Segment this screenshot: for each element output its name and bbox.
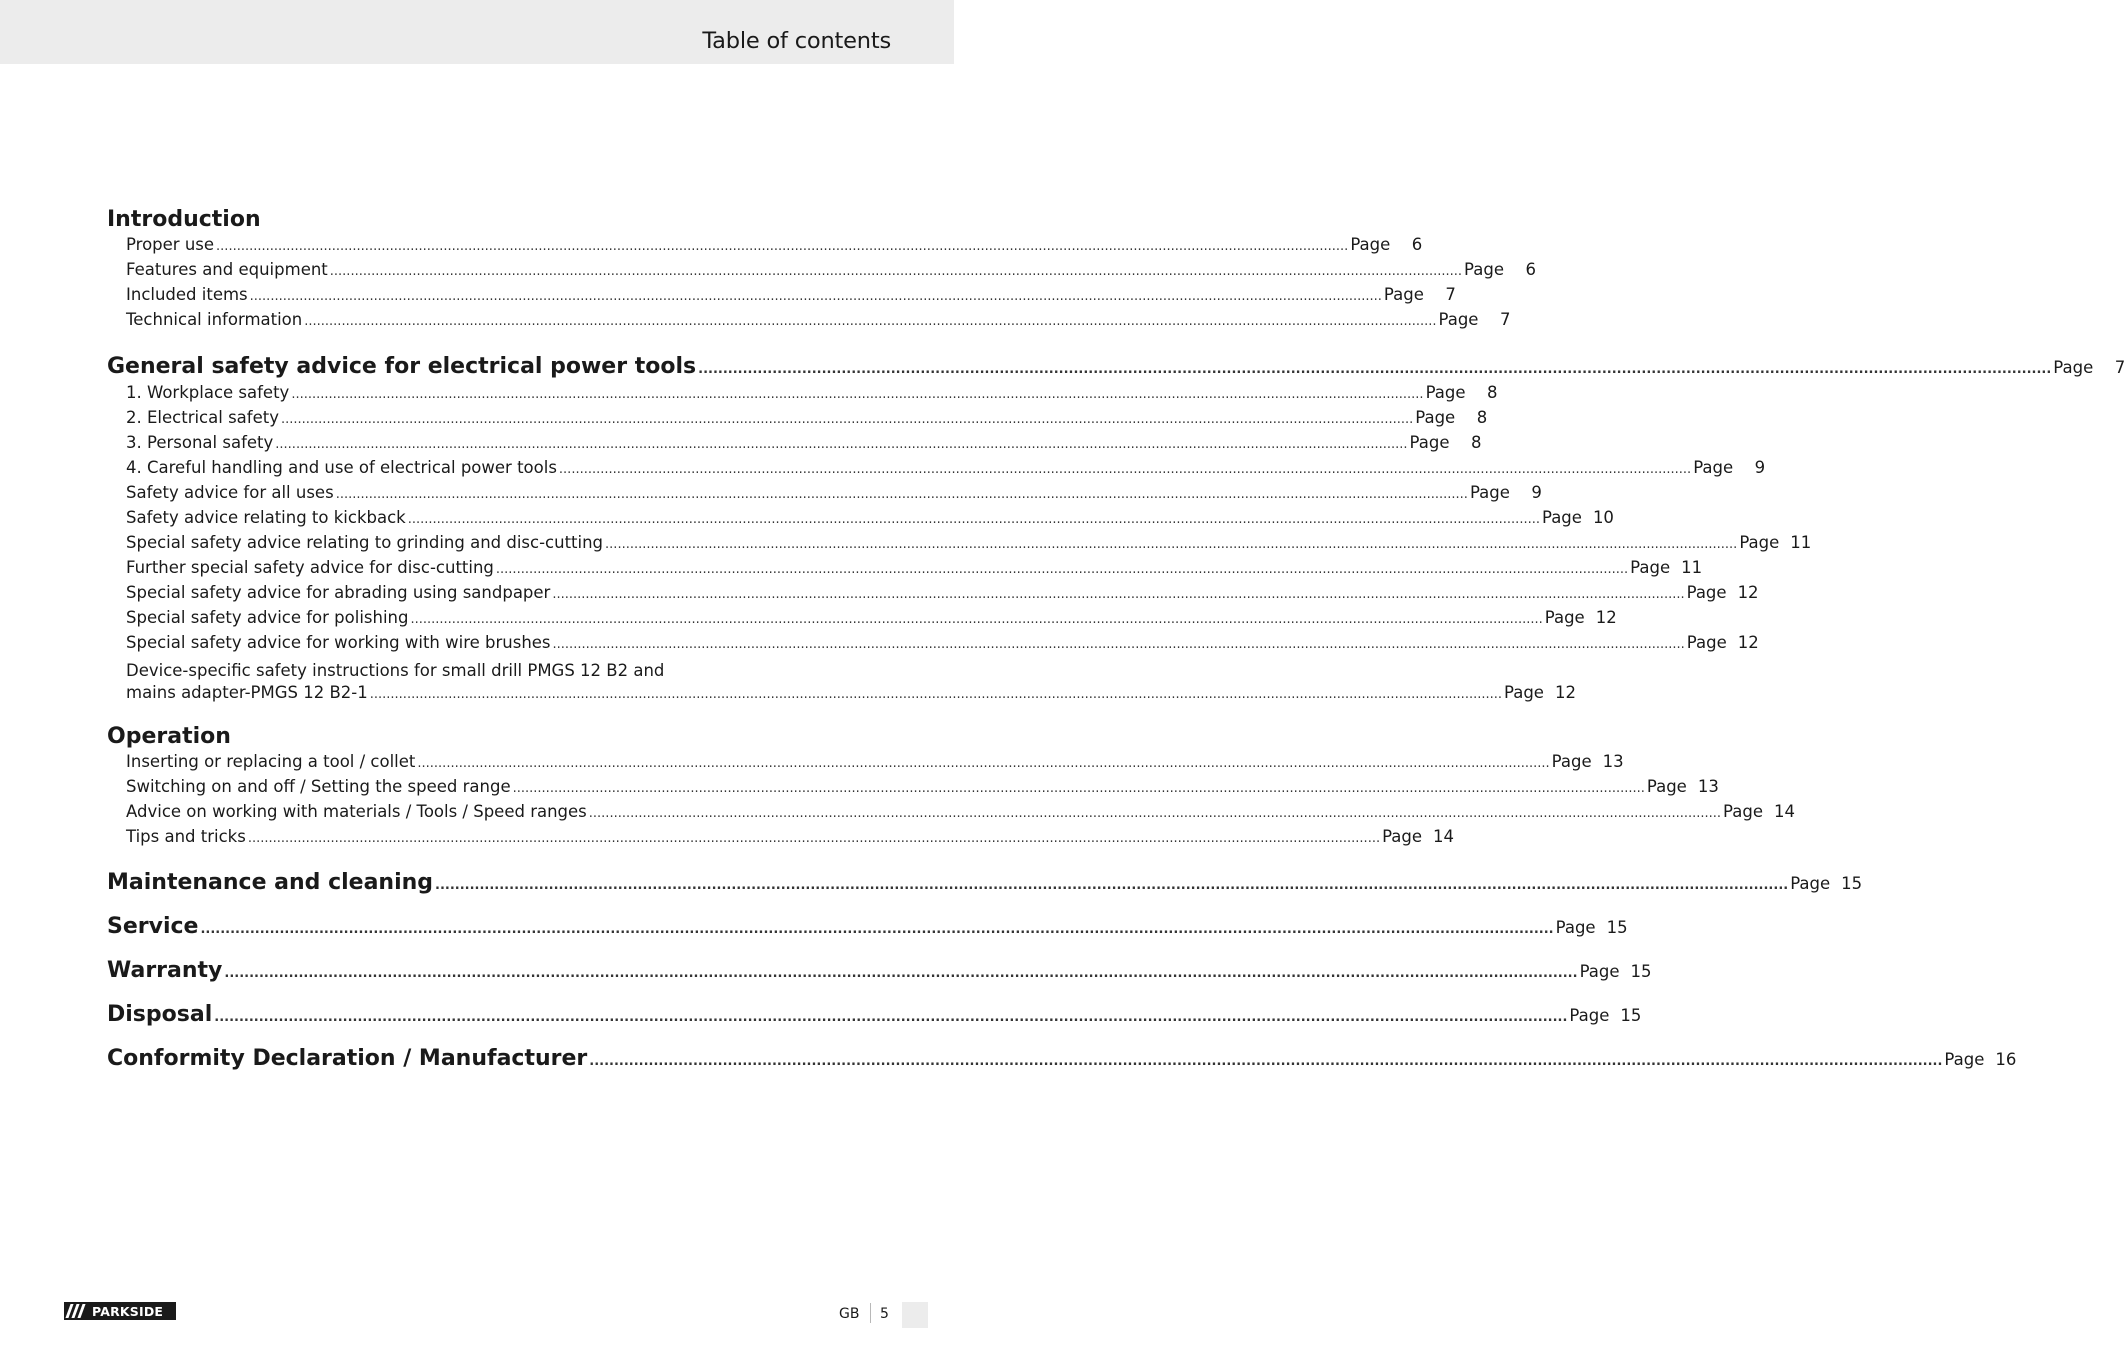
page-label: Page (1425, 383, 1466, 402)
toc-heading-page (1569, 999, 1641, 1033)
toc-entry-title: Further special safety advice for disc-cutting (126, 558, 494, 577)
toc-entry-title: 3. Personal safety (126, 433, 274, 452)
toc-entry-page (1739, 533, 1811, 552)
toc-entry-row[interactable] (107, 458, 1766, 483)
toc-heading-title: Maintenance and cleaning (107, 870, 434, 895)
toc-entry-title: Special safety advice for working with wire brushes (126, 633, 551, 652)
page-number-value: 12 (1595, 608, 1617, 627)
toc-entry-row[interactable] (107, 433, 1482, 458)
toc-entry-row[interactable] (107, 408, 1488, 433)
toc-entry-title: Safety advice relating to kickback (126, 508, 406, 527)
page-number-value: 7 (1445, 285, 1456, 304)
toc-entry-title: Special safety advice for abrading using sandpaper (126, 583, 551, 602)
page-number-value: 12 (1737, 583, 1759, 602)
dot-leader: .................................................................................................................................................................................................................................................................................. (552, 587, 1685, 602)
page-label: Page (1723, 802, 1763, 821)
page-number-value: 14 (1433, 827, 1455, 846)
page-number-value: 14 (1774, 802, 1795, 821)
toc-entry-row[interactable] (107, 683, 1576, 708)
page-number-value: 8 (1487, 383, 1498, 402)
dot-leader: .................................................................................................................................................................................................................................................................................. (435, 878, 1789, 893)
page-label: Page (1469, 483, 1510, 502)
toc-heading-title: Warranty (107, 958, 223, 983)
dot-leader: .................................................................................................................................................................................................................................................................................. (512, 781, 1645, 796)
page-number-value: 10 (1592, 508, 1614, 527)
toc-heading-row[interactable] (107, 910, 1628, 944)
page-label: Page (1686, 633, 1727, 652)
dot-leader: .................................................................................................................................................................................................................................................................................. (249, 289, 1382, 304)
page-number-value: 7 (2114, 358, 2125, 377)
page-label: Page (1541, 508, 1582, 527)
toc-entry-page (1542, 508, 1614, 527)
toc-entry-page (1382, 827, 1454, 846)
page-label: Page (1579, 962, 1620, 981)
toc-entry-title: 1. Workplace safety (126, 383, 290, 402)
toc-entry-row[interactable] (107, 310, 1511, 335)
dot-leader: .................................................................................................................................................................................................................................................................................. (291, 387, 1424, 402)
page-label: Page (1693, 458, 1734, 477)
toc-entry-page (1470, 483, 1542, 502)
page-label: Page (1686, 583, 1727, 602)
page-label: Page (1569, 1006, 1610, 1025)
dot-leader: .................................................................................................................................................................................................................................................................................. (605, 537, 1738, 552)
page-number-value: 8 (1476, 408, 1488, 427)
toc-entry-page (1630, 558, 1702, 577)
dot-leader: .................................................................................................................................................................................................................................................................................. (335, 487, 1468, 502)
toc-heading-page (1944, 1043, 2016, 1077)
toc-heading-title: Service (107, 914, 199, 939)
parkside-logo (64, 1302, 176, 1320)
page-label: Page (1382, 827, 1423, 846)
page-label: Page (1630, 558, 1671, 577)
toc-heading-page (1790, 867, 1862, 901)
page-label: Page (1504, 683, 1544, 702)
page-label: Page (2053, 358, 2094, 377)
toc-entry-title: Special safety advice relating to grinding and disc-cutting (126, 533, 604, 552)
page-number-value: 11 (1681, 558, 1703, 577)
toc-entry-title: Included items (126, 285, 248, 304)
section-gap (107, 708, 829, 722)
page-number-value: 7 (1499, 310, 1511, 329)
toc-entry-title: Inserting or replacing a tool / collet (126, 752, 416, 771)
toc-heading-page (1580, 955, 1652, 989)
dot-leader: .................................................................................................................................................................................................................................................................................. (214, 1010, 1568, 1025)
toc-entry-page (1350, 235, 1422, 254)
toc-heading-page (1556, 911, 1628, 945)
page-number-value: 15 (1841, 874, 1863, 893)
dot-leader: .................................................................................................................................................................................................................................................................................. (200, 922, 1554, 937)
toc-entry-row[interactable] (107, 777, 1719, 802)
toc-entry-page (1384, 285, 1456, 304)
page-number-value: 15 (1620, 1006, 1642, 1025)
page-number-value: 15 (1630, 962, 1652, 981)
toc-entry-page (1723, 802, 1795, 821)
toc-entry-page (1410, 433, 1482, 452)
logo-stripes-icon (68, 1304, 86, 1318)
table-of-contents (107, 205, 2125, 1076)
toc-entry-title: 2. Electrical safety (126, 408, 279, 427)
brand-name: PARKSIDE (92, 1303, 164, 1319)
section-gap (107, 852, 829, 866)
page-number-value: 6 (1411, 235, 1423, 254)
toc-heading-row[interactable] (107, 998, 1642, 1032)
toc-heading-title: General safety advice for electrical power tools (107, 354, 697, 379)
toc-entry-title: Tips and tricks (126, 827, 246, 846)
dot-leader: .................................................................................................................................................................................................................................................................................. (558, 462, 1692, 477)
footer-divider (870, 1303, 871, 1323)
toc-entry-page (1693, 458, 1765, 477)
toc-entry-page (1687, 583, 1759, 602)
toc-entry-page (1464, 260, 1536, 279)
page-label: Page (1544, 608, 1585, 627)
toc-heading-row[interactable] (107, 954, 1652, 988)
toc-entry-title: Advice on working with materials / Tools / Speed ranges (126, 802, 587, 821)
page-number-value: 6 (1525, 260, 1536, 279)
page-label: Page (1409, 433, 1450, 452)
header-band (0, 0, 954, 64)
dot-leader: .................................................................................................................................................................................................................................................................................. (589, 1054, 1943, 1069)
dot-leader: .................................................................................................................................................................................................................................................................................. (275, 437, 1408, 452)
page-label: Page (1790, 874, 1831, 893)
page-number-value: 13 (1697, 777, 1719, 796)
toc-entry-page (1504, 683, 1576, 702)
page-number-value: 15 (1606, 918, 1628, 937)
page-label: Page (1646, 777, 1687, 796)
toc-heading: Introduction (107, 207, 261, 232)
dot-leader: .................................................................................................................................................................................................................................................................................. (247, 831, 1381, 846)
dot-leader: .................................................................................................................................................................................................................................................................................. (216, 239, 1349, 254)
toc-entry-row[interactable] (107, 533, 1812, 558)
toc-heading-row[interactable] (107, 866, 1863, 900)
page-number: 5 (880, 1306, 889, 1322)
toc-entry-row[interactable] (107, 583, 1759, 608)
toc-entry-row[interactable] (107, 483, 1542, 508)
page-number-value: 16 (1995, 1050, 2017, 1069)
toc-entry-page (1426, 383, 1498, 402)
page-number-value: 8 (1471, 433, 1482, 452)
toc-entry-title: Proper use (126, 235, 215, 254)
toc-entry-page (1439, 310, 1511, 329)
toc-entry-page (1687, 633, 1759, 652)
page-label: Page (1438, 310, 1479, 329)
footer-tab-marker (902, 1302, 928, 1328)
page-label: Page (1555, 918, 1596, 937)
toc-heading-title: Conformity Declaration / Manufacturer (107, 1046, 588, 1071)
dot-leader: .................................................................................................................................................................................................................................................................................. (224, 966, 1578, 981)
page-number-value: 11 (1790, 533, 1812, 552)
page-label: Page (1739, 533, 1780, 552)
toc-entry-row[interactable] (107, 558, 1703, 583)
section-gap (107, 335, 829, 351)
page-label: Page (1944, 1050, 1985, 1069)
dot-leader: .................................................................................................................................................................................................................................................................................. (588, 806, 1722, 821)
page-number-value: 12 (1554, 683, 1576, 702)
toc-heading-title: Disposal (107, 1002, 213, 1027)
toc-entry-row[interactable] (107, 260, 1536, 285)
toc-entry-title: Special safety advice for polishing (126, 608, 409, 627)
toc-entry-row[interactable] (107, 285, 1456, 310)
page-label: Page (1464, 260, 1504, 279)
toc-entry-title: Features and equipment (126, 260, 328, 279)
toc-entry-row[interactable] (107, 827, 1455, 852)
page-label: Page (1551, 752, 1592, 771)
dot-leader: .................................................................................................................................................................................................................................................................................. (280, 412, 1414, 427)
toc-entry-row[interactable] (107, 608, 1617, 633)
toc-entry-row[interactable] (107, 752, 1624, 777)
page-number-value: 13 (1602, 752, 1624, 771)
page-number-value: 9 (1531, 483, 1542, 502)
page-title: Table of contents (702, 28, 891, 54)
toc-entry-title: mains adapter-PMGS 12 B2-1 (126, 683, 368, 702)
toc-heading-page (2053, 352, 2125, 384)
toc-entry-row[interactable] (107, 802, 1795, 827)
dot-leader: .................................................................................................................................................................................................................................................................................. (552, 637, 1685, 652)
toc-heading-row[interactable] (107, 1042, 2017, 1076)
dot-leader: .................................................................................................................................................................................................................................................................................. (698, 362, 2052, 377)
toc-entry-line: Device-specific safety instructions for small drill PMGS 12 B2 and (126, 661, 665, 680)
dot-leader: .................................................................................................................................................................................................................................................................................. (329, 264, 1463, 279)
toc-heading-row[interactable] (107, 351, 2125, 383)
dot-leader: .................................................................................................................................................................................................................................................................................. (407, 512, 1540, 527)
toc-entry-page (1545, 608, 1617, 627)
toc-entry-title: 4. Careful handling and use of electrical power tools (126, 458, 557, 477)
toc-entry-row[interactable] (107, 235, 1423, 260)
toc-heading: Operation (107, 724, 231, 749)
page-label: Page (1415, 408, 1456, 427)
toc-entry-row[interactable] (107, 383, 1498, 408)
dot-leader: .................................................................................................................................................................................................................................................................................. (495, 562, 1629, 577)
page-number-value: 12 (1737, 633, 1759, 652)
page-label: Page (1383, 285, 1424, 304)
dot-leader: .................................................................................................................................................................................................................................................................................. (417, 756, 1550, 771)
toc-entry-page (1552, 752, 1624, 771)
toc-entry-title: Technical information (126, 310, 303, 329)
toc-entry-page (1647, 777, 1719, 796)
dot-leader: .................................................................................................................................................................................................................................................................................. (304, 314, 1437, 329)
toc-entry-page (1415, 408, 1487, 427)
language-code: GB (839, 1306, 860, 1322)
toc-entry-row[interactable] (107, 633, 1759, 658)
toc-entry-title: Switching on and off / Setting the speed range (126, 777, 511, 796)
toc-entry-row[interactable] (107, 508, 1614, 533)
page-label: Page (1350, 235, 1391, 254)
dot-leader: .................................................................................................................................................................................................................................................................................. (410, 612, 1543, 627)
dot-leader: .................................................................................................................................................................................................................................................................................. (369, 687, 1503, 702)
toc-entry-title: Safety advice for all uses (126, 483, 334, 502)
page-number-value: 9 (1754, 458, 1766, 477)
